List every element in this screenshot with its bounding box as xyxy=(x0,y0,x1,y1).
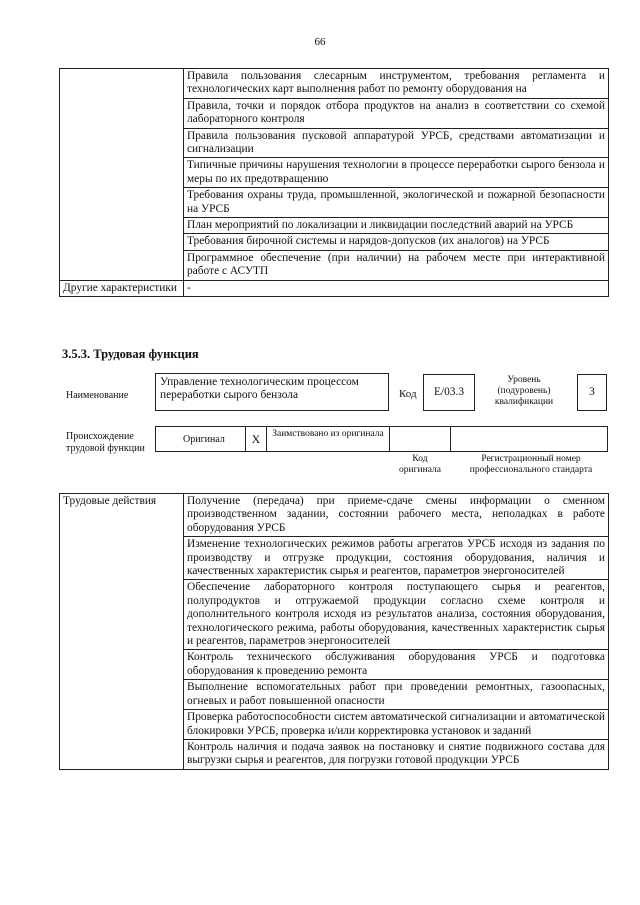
other-characteristics-label: Другие характеристики xyxy=(60,280,184,296)
origin-label: Происхождение трудовой функции xyxy=(66,431,145,454)
other-characteristics-value: - xyxy=(184,280,609,296)
action-row: Контроль наличия и подача заявок на постановку и снятие подвижного состава для выгрузки сырья и реагентов, для погрузки готовой продукции УРСБ xyxy=(184,739,609,769)
knowledge-row: Правила пользования пусковой аппаратурой УРСБ, средствами автоматизации и сигнализации xyxy=(184,128,609,158)
origin-code-cell xyxy=(389,426,451,452)
knowledge-row: Требования бирочной системы и нарядов-допусков (их аналогов) на УРСБ xyxy=(184,234,609,250)
section-title: 3.5.3. Трудовая функция xyxy=(62,347,199,361)
code-caption: Код оригинала xyxy=(399,454,441,475)
function-code: Е/03.3 xyxy=(423,374,475,411)
action-row: Контроль технического обслуживания оборудования УРСБ и подготовка оборудования к проведению ремонта xyxy=(184,650,609,680)
reg-caption: Регистрационный номер профессионального стандарта xyxy=(469,454,593,475)
action-row: Обеспечение лабораторного контроля поступающего сырья и реагентов, полупродуктов и отгружаемой продукции согласно схеме контроля и дополнительного контроля исходя из результатов анализа, состояния оборудования, технологического режима, работы оборудования, качественных характеристик сырья и реагентов, параметров энергоносителей xyxy=(184,580,609,650)
action-row: Получение (передача) при приеме-сдаче смены информации о сменном производственном задании, состоянии рабочего места, неполадках в работе оборудования УРСБ xyxy=(184,494,609,537)
name-label: Наименование xyxy=(66,390,129,401)
action-row: Изменение технологических режимов работы агрегатов УРСБ исходя из задания по производству и отгрузке продукции, состояния оборудования, наличия и качественных характеристик сырья и реагентов, параметров энергоносителей xyxy=(184,537,609,580)
labor-actions-label: Трудовые действия xyxy=(60,494,184,770)
knowledge-row: Правила, точки и порядок отбора продуктов на анализ в соответствии со схемой лабораторного контроля xyxy=(184,98,609,128)
knowledge-row: Типичные причины нарушения технологии в процессе переработки сырого бензола и меры по их предотвращению xyxy=(184,158,609,188)
original-mark: X xyxy=(245,426,267,452)
empty-label-cell xyxy=(60,69,184,281)
original-label: Оригинал xyxy=(183,434,225,445)
action-row: Выполнение вспомогательных работ при проведении ремонтных, газоопасных, огневых и работ повышенной опасности xyxy=(184,680,609,710)
code-label: Код xyxy=(399,388,417,400)
knowledge-row: План мероприятий по локализации и ликвидации последствий аварий на УРСБ xyxy=(184,218,609,234)
level-label: Уровень (подуровень) квалификации xyxy=(494,375,554,407)
page-number: 66 xyxy=(314,36,326,48)
borrowed-label: Заимствовано из оригинала xyxy=(272,429,384,439)
knowledge-row: Правила пользования слесарным инструментом, требования регламента и технологических карт выполнения работ по ремонту оборудования на xyxy=(184,69,609,99)
knowledge-row: Требования охраны труда, промышленной, экологической и пожарной безопасности на УРСБ xyxy=(184,188,609,218)
action-row: Проверка работоспособности систем автоматической сигнализации и автоматической блокировки УРСБ, проверка и/или корректировка установок и заданий xyxy=(184,710,609,740)
knowledge-table xyxy=(59,68,609,297)
function-name: Управление технологическим процессом переработки сырого бензола xyxy=(155,373,389,411)
labor-actions-table xyxy=(59,493,609,770)
knowledge-row: Программное обеспечение (при наличии) на рабочем месте при интерактивной работе с АСУТП xyxy=(184,250,609,280)
level-value: 3 xyxy=(577,374,607,411)
